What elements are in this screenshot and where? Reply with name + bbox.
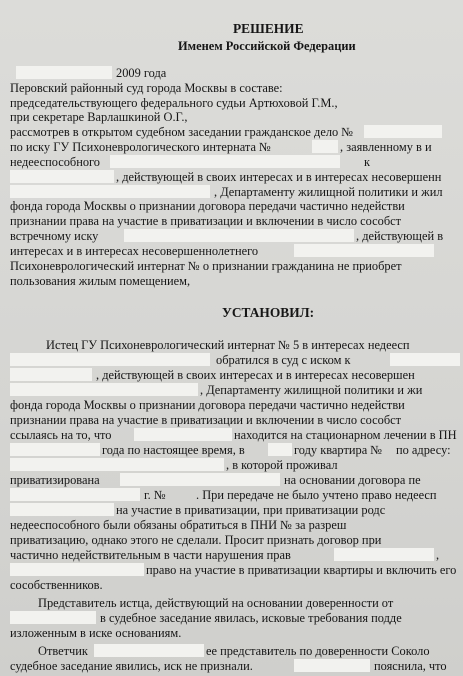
not-acquired-line: Психоневрологический интернат № о признании гражданина не приобрет [10, 259, 402, 273]
redacted-name-c [10, 563, 144, 576]
filed-suit-line: обратился в суд с иском к [216, 353, 351, 367]
housing-department-line-2: , Департаменту жилищной политики и жи [200, 383, 423, 397]
privatization-right-line: признании права на участие в приватизации и включении в число сособст [10, 214, 402, 228]
redacted-name-b [10, 383, 198, 396]
denied-claim-line: судебное заседание явились, иск не признали. [10, 659, 253, 673]
co-owners-line: сособственников. [10, 578, 103, 592]
redacted-year-a [10, 443, 100, 456]
defendant-acting-line: , действующей в своих интересах и в интересах несовершенн [116, 170, 442, 184]
appeared-line: в судебное заседание явилась, исковые требования подде [100, 611, 402, 625]
transfer-rights-line: . При передаче не было учтено право недеесп [196, 488, 437, 502]
stated-grounds-line: изложенным в иске основаниям. [10, 626, 182, 640]
redacted-contract-date [10, 488, 140, 501]
body-paragraph-1-line-1: Истец ГУ Психоневрологический интернат № 5 в интересах недеесп [46, 338, 410, 352]
redacted-year-b [268, 443, 292, 456]
privatized-label: приватизирована [10, 473, 100, 487]
treatment-line: находится на стационарном лечении в ПН [234, 428, 457, 442]
decision-year: 2009 года [116, 66, 167, 80]
presiding-judge: председательствующего федерального судьи Артюховой Г.М., [10, 96, 338, 110]
redacted-defendant-name-2 [94, 644, 204, 657]
address-label: по адресу: [396, 443, 451, 457]
defendant-representative-line: ее представитель по доверенности Соколо [206, 644, 430, 658]
contract-invalid-line-2: фонда города Москвы о признании договора передачи частично недействи [10, 398, 405, 412]
redacted-ward-name [10, 353, 210, 366]
document-title: РЕШЕНИЕ [233, 21, 304, 36]
redacted-case-number [364, 125, 442, 138]
redacted-minor-name [10, 185, 210, 198]
redacted-date [16, 66, 112, 79]
redacted-rights-holder [334, 548, 434, 561]
redacted-address [10, 458, 224, 471]
referring-line: ссылаясь на то, что [10, 428, 112, 442]
representative-line: Представитель истца, действующий на основании доверенности от [38, 596, 394, 610]
redacted-power-of-attorney [10, 611, 96, 624]
section-title: УСТАНОВИЛ: [222, 305, 315, 320]
redacted-minor-name-2 [294, 244, 434, 257]
housing-department-line: , Департаменту жилищной политики и жил [214, 185, 443, 199]
redacted-patient-name [134, 428, 232, 441]
counterclaim-label: встречному иску [10, 229, 99, 243]
incapable-person-line: недееспособного [10, 155, 101, 169]
comma-mark: , [436, 548, 440, 562]
redacted-person-name [110, 155, 340, 168]
partially-invalid-line: частично недействительным в части нарушения прав [10, 548, 291, 562]
counterclaim-acting: , действующей в [356, 229, 444, 243]
redacted-name-a [10, 368, 92, 381]
apartment-number-line: году квартира № [294, 443, 383, 457]
claim-line-end: , заявленному в и [340, 140, 432, 154]
explained-line: пояснила, что [374, 659, 447, 673]
against-word: к [364, 155, 371, 169]
court-composition: Перовский районный суд города Москвы в составе: [10, 81, 283, 95]
redacted-ward-name-2 [10, 503, 114, 516]
document-subtitle: Именем Российской Федерации [178, 39, 356, 53]
acting-interests-line: , действующей в своих интересах и в интересах несовершен [96, 368, 415, 382]
obliged-line: недееспособного были обязаны обратиться в ПНИ № за разреш [10, 518, 347, 532]
claim-line: по иску ГУ Психоневрологического интерната № [10, 140, 271, 154]
include-owner-line: право на участие в приватизации квартиры и включить его [146, 563, 457, 577]
contract-invalid-line: фонда города Москвы о признании договора передачи частично недействи [10, 199, 405, 213]
not-done-line: приватизацию, однако этого не сделали. Просит признать договор при [10, 533, 382, 547]
redacted-counterclaim-name [124, 229, 354, 242]
use-of-premises: пользования жилым помещением, [10, 274, 191, 288]
court-secretary: при секретаре Варлашкиной О.Г., [10, 110, 188, 124]
redacted-name-d [294, 659, 370, 672]
redacted-internat-number [312, 140, 338, 153]
redacted-owner-name [120, 473, 280, 486]
contract-number-label: г. № [144, 488, 166, 502]
defendant-label: Ответчик [38, 644, 88, 658]
redacted-respondent-name [390, 353, 460, 366]
redacted-defendant-name [10, 170, 114, 183]
lived-line: , в которой проживал [226, 458, 338, 472]
since-year-line: года по настоящее время, в [102, 443, 245, 457]
participation-line: на участие в приватизации, при приватизации родс [116, 503, 386, 517]
contract-basis-line: на основании договора пе [284, 473, 421, 487]
privatization-right-line-2: признании права на участие в приватизации и включении в число сособст [10, 413, 402, 427]
minor-interests-line: интересах и в интересах несовершеннолетнего [10, 244, 259, 258]
case-considered: рассмотрев в открытом судебном заседании гражданское дело № [10, 125, 354, 139]
